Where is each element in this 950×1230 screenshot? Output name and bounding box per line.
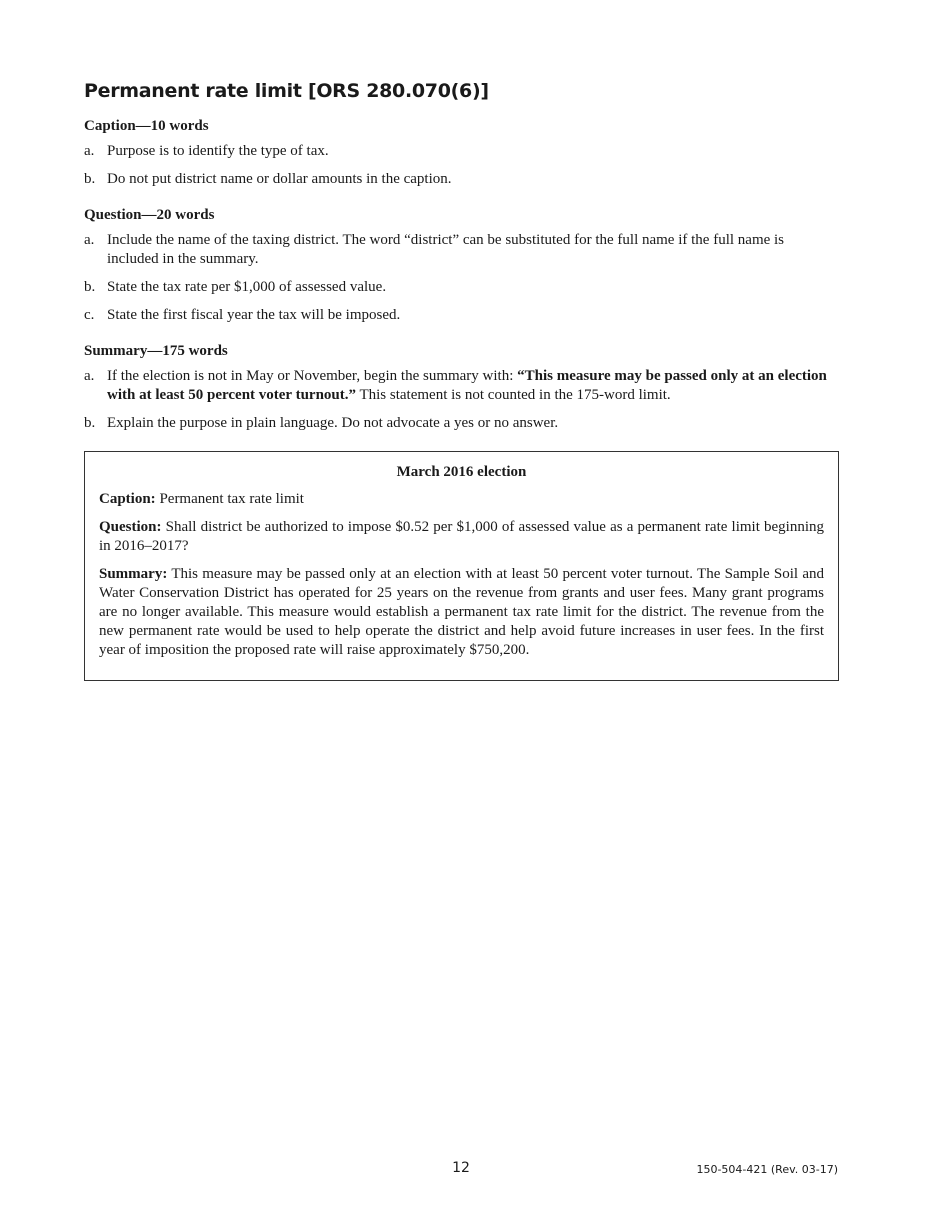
section-heading-summary: Summary—175 words <box>84 343 228 359</box>
list-item: b. Do not put district name or dollar amounts in the caption. <box>84 171 452 187</box>
document-page <box>84 78 839 681</box>
list-item: a. If the election is not in May or November, begin the summary with: “This measure may be passed only at an election with at least 50 percent voter turnout.” This statement is not counted in the 175-word limit. <box>84 368 827 403</box>
example-box <box>84 451 839 681</box>
list-item: c. State the first fiscal year the tax will be imposed. <box>84 307 401 323</box>
summary-list <box>84 367 839 433</box>
list-item: a. Purpose is to identify the type of tax. <box>84 143 329 159</box>
example-summary: Summary: This measure may be passed only at an election with at least 50 percent voter turnout. The Sample Soil and Water Conservation District has operated for 25 years on the revenue from grants and user fees. Many grant programs are no longer available. This measure would establish a permanent tax rate limit for the district. The revenue from the new permanent rate would be used to help operate the district and help avoid future increases in user fees. In the first year of imposition the proposed rate will raise approximately $750,200. <box>99 566 824 658</box>
example-question: Question: Shall district be authorized to impose $0.52 per $1,000 of assessed value as a permanent rate limit beginning in 2016–2017? <box>99 519 824 554</box>
form-number: 150-504-421 (Rev. 03-17) <box>696 1163 838 1176</box>
section-heading-caption: Caption—10 words <box>84 118 209 134</box>
page-number: 12 <box>452 1160 470 1176</box>
caption-list <box>84 142 839 189</box>
page-title: Permanent rate limit [ORS 280.070(6)] <box>84 80 489 102</box>
question-list <box>84 231 839 325</box>
example-title: March 2016 election <box>396 464 527 480</box>
list-item: b. State the tax rate per $1,000 of assessed value. <box>84 279 387 295</box>
example-caption: Caption: Permanent tax rate limit <box>99 491 304 507</box>
list-item: b. Explain the purpose in plain language. Do not advocate a yes or no answer. <box>84 415 559 431</box>
list-item: a. Include the name of the taxing district. The word “district” can be substituted for the full name if the full name is included in the summary. <box>84 232 785 267</box>
section-heading-question: Question—20 words <box>84 207 215 223</box>
